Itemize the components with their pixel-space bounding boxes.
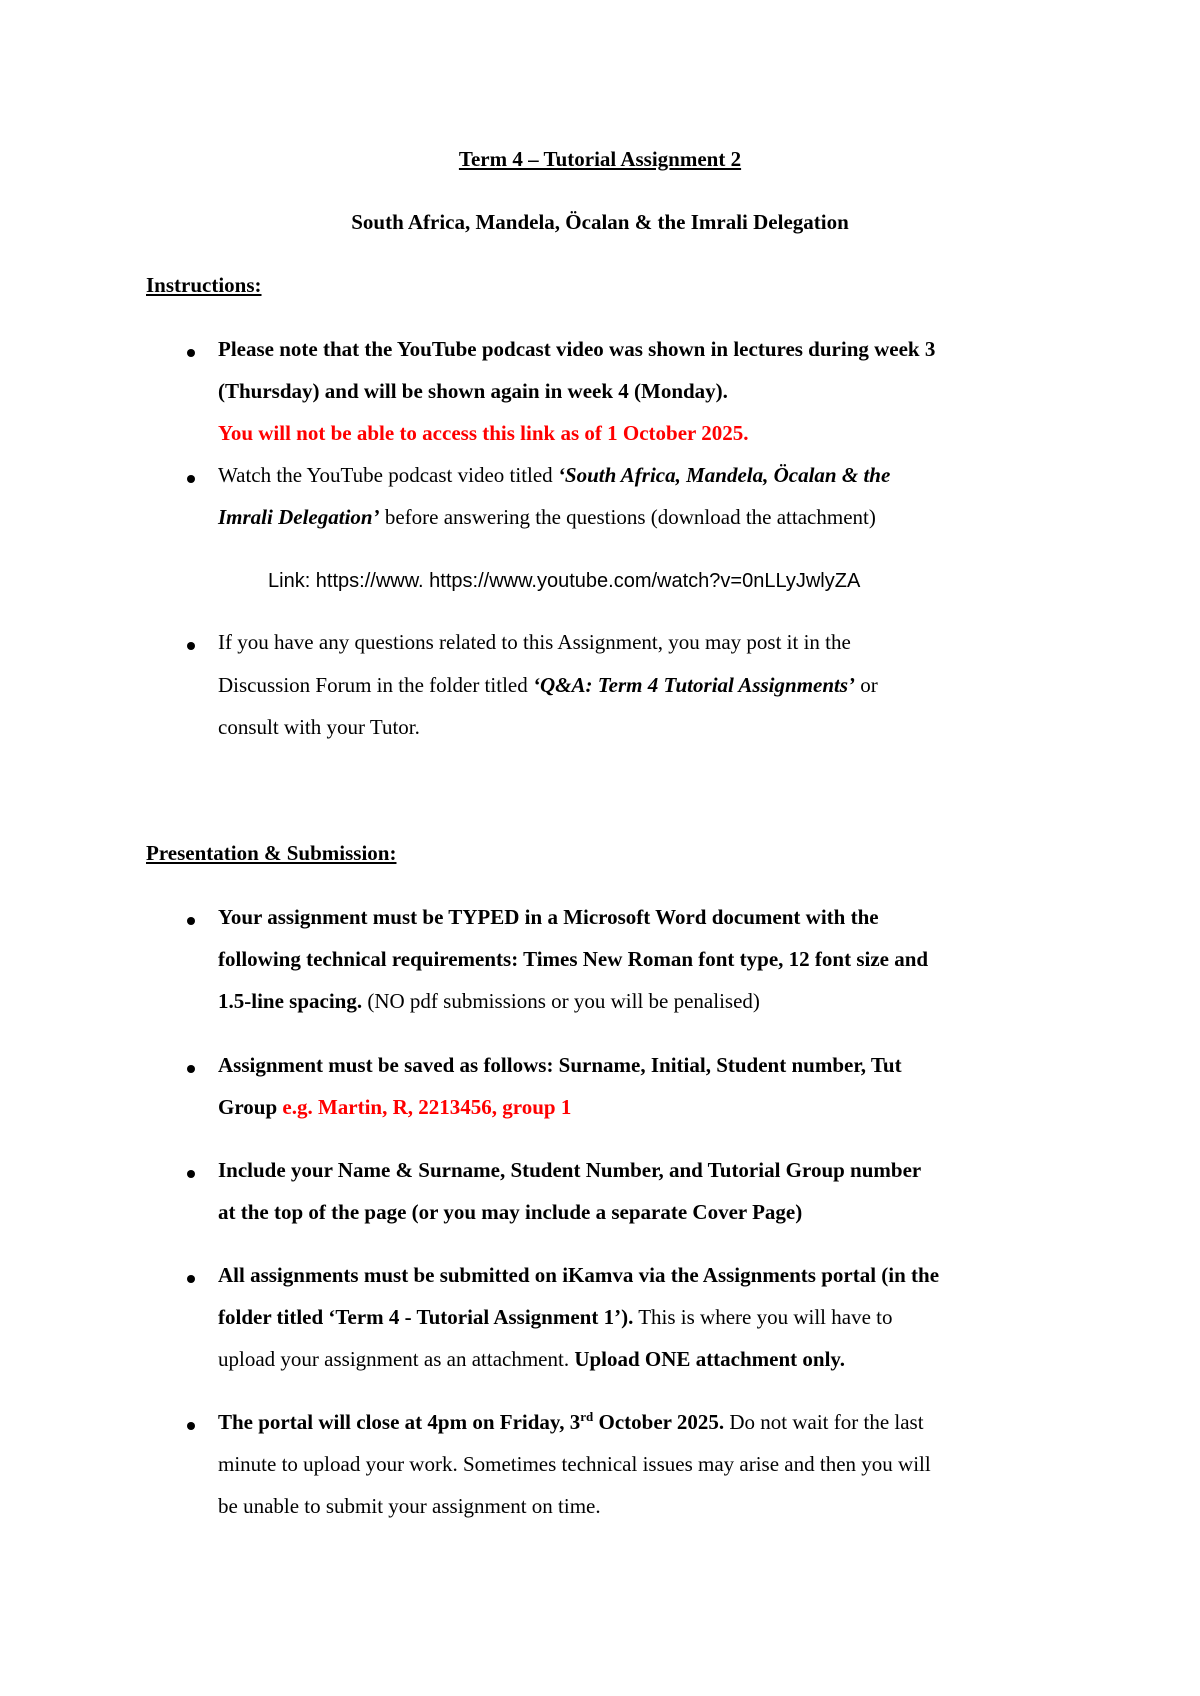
presentation-3-line-1: Include your Name & Surname, Student Number, and Tutorial Group number	[218, 1158, 922, 1182]
portal-folder-name: folder titled ‘Term 4 - Tutorial Assignment 1’).	[218, 1305, 634, 1329]
instruction-2-text-end: before answering the questions (download the attachment)	[379, 505, 876, 529]
filename-example: e.g. Martin, R, 2213456, group 1	[282, 1095, 572, 1119]
instruction-2-line-2	[218, 505, 876, 530]
presentation-heading: Presentation & Submission:	[146, 841, 397, 865]
bullet-icon	[187, 642, 195, 650]
presentation-4-line-3	[218, 1347, 845, 1372]
presentation-5-text: Do not wait for the last	[724, 1410, 924, 1434]
presentation-2-line-1: Assignment must be saved as follows: Surname, Initial, Student number, Tut	[218, 1053, 902, 1077]
bullet-icon	[187, 917, 195, 925]
video-title-part-2: Imrali Delegation’	[218, 505, 380, 529]
instructions-heading: Instructions:	[146, 273, 262, 297]
bullet-icon	[187, 1065, 195, 1073]
instruction-2-line-1	[218, 463, 890, 488]
bullet-icon	[187, 1170, 195, 1178]
presentation-1-line-2: following technical requirements: Times New Roman font type, 12 font size and	[218, 947, 929, 971]
bullet-icon	[187, 475, 195, 483]
bullet-icon	[187, 1422, 195, 1430]
presentation-5-line-1	[218, 1410, 924, 1435]
presentation-3-line-2: at the top of the page (or you may include a separate Cover Page)	[218, 1200, 803, 1224]
instruction-2-text: Watch the YouTube podcast video titled	[218, 463, 558, 487]
instruction-3-line-1: If you have any questions related to this Assignment, you may post it in the	[218, 630, 851, 654]
instruction-1-line-1: Please note that the YouTube podcast video was shown in lectures during week 3	[218, 337, 936, 361]
youtube-link[interactable]: Link: https://www. https://www.youtube.com/watch?v=0nLLyJwlyZA	[268, 570, 861, 592]
presentation-5-line-2: minute to upload your work. Sometimes technical issues may arise and then you will	[218, 1452, 931, 1476]
presentation-4-line-2	[218, 1305, 893, 1330]
instruction-1-warning: You will not be able to access this link as of 1 October 2025.	[218, 421, 749, 445]
bullet-icon	[187, 1275, 195, 1283]
presentation-1-line-3	[218, 989, 760, 1014]
presentation-4-line-1: All assignments must be submitted on iKamva via the Assignments portal (in the	[218, 1263, 940, 1287]
deadline-month: October 2025.	[593, 1410, 725, 1434]
presentation-4-text: This is where you will have to	[633, 1305, 893, 1329]
deadline-ordinal: rd	[580, 1409, 594, 1424]
forum-folder-name: ‘Q&A: Term 4 Tutorial Assignments’	[532, 673, 856, 697]
deadline-text: The portal will close at 4pm on Friday, 3	[218, 1410, 581, 1434]
pdf-warning: (NO pdf submissions or you will be penalised)	[362, 989, 760, 1013]
instruction-3-line-2	[218, 673, 878, 698]
presentation-2-text: Group	[218, 1095, 283, 1119]
instruction-1-line-2: (Thursday) and will be shown again in week 4 (Monday).	[218, 379, 728, 403]
document-title: Term 4 – Tutorial Assignment 2	[458, 147, 742, 171]
presentation-2-line-2	[218, 1095, 571, 1120]
instruction-3-text: Discussion Forum in the folder titled	[218, 673, 533, 697]
bullet-icon	[187, 349, 195, 357]
presentation-4-text-end: upload your assignment as an attachment.	[218, 1347, 575, 1371]
instruction-3-text-end: or	[855, 673, 878, 697]
line-spacing-requirement: 1.5-line spacing.	[218, 989, 363, 1013]
document-subtitle: South Africa, Mandela, Öcalan & the Imrali Delegation	[351, 210, 849, 234]
presentation-1-line-1: Your assignment must be TYPED in a Microsoft Word document with the	[218, 905, 879, 929]
presentation-5-line-3: be unable to submit your assignment on time.	[218, 1494, 601, 1518]
video-title-part-1: ‘South Africa, Mandela, Öcalan & the	[557, 463, 891, 487]
instruction-3-line-3: consult with your Tutor.	[218, 715, 420, 739]
one-attachment-note: Upload ONE attachment only.	[574, 1347, 846, 1371]
